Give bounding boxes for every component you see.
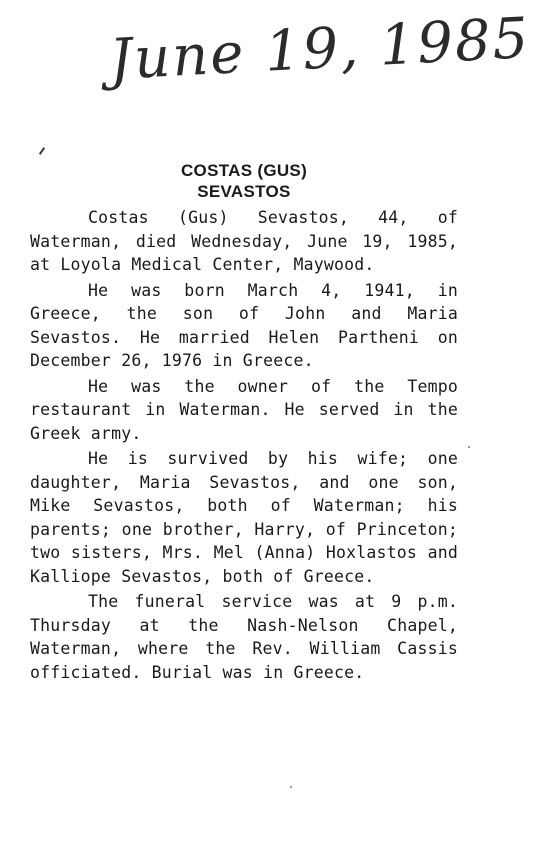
paragraph-death-notice: Costas (Gus) Sevastos, 44, of Waterman, died Wednesday, June 19, 1985, at Loyola Medical Center, Maywood. (30, 208, 458, 274)
headline-line-1: COSTAS (GUS) (180, 161, 308, 180)
headline-line-2: SEVASTOS (197, 182, 291, 201)
handwritten-date: June 19, 1985 (108, 5, 532, 93)
obituary-headline (30, 160, 458, 202)
paragraph-funeral: The funeral service was at 9 p.m. Thursday at the Nash-Nelson Chapel, Waterman, where the Rev. William Cassis officiated. Burial was in Greece. (30, 592, 458, 682)
paragraph-occupation: He was the owner of the Tempo restaurant in Waterman. He served in the Greek army. (30, 376, 458, 443)
scan-speck (290, 786, 292, 788)
pen-mark (39, 147, 45, 155)
paragraph-survivors: He is survived by his wife; one daughter, Maria Sevastos, and one son, Mike Sevastos, both of Waterman; his parents; one brother, Harry, of Princeton; two sisters, Mrs. Mel (Anna) Hoxlastos and Kalliope Sevastos, both of Greece. (30, 449, 458, 586)
scan-speck (468, 446, 470, 448)
obituary-body (30, 206, 458, 684)
obituary-clipping (30, 160, 458, 686)
paragraph-birth-marriage: He was born March 4, 1941, in Greece, the son of John and Maria Sevastos. He married Helen Partheni on December 26, 1976 in Greece. (30, 280, 458, 370)
